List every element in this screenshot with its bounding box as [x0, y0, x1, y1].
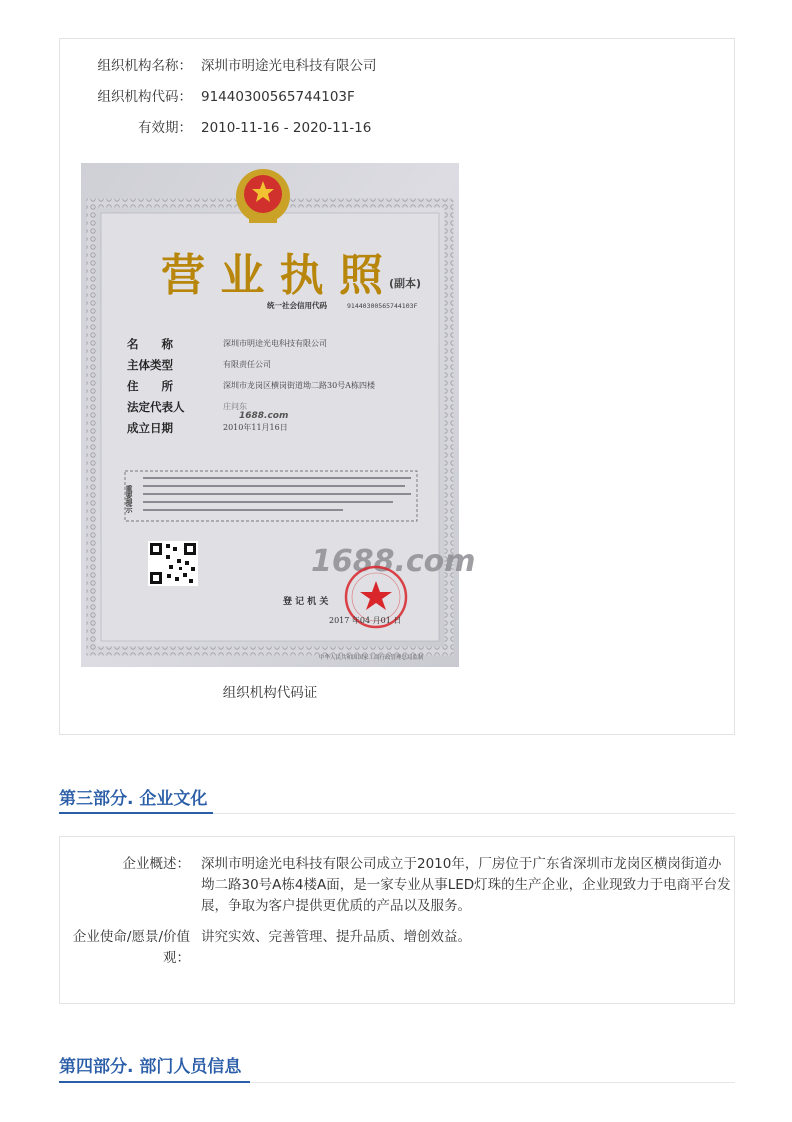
org-code-label: 组织机构代码：: [97, 89, 192, 105]
overview-value: 深圳市明途光电科技有限公司成立于2010年，厂房位于广东省深圳市龙岗区横岗街道办坳二路30号A栋4楼A面，是一家专业从事LED灯珠的生产企业，企业现致力于电商平台发展，争取为客户提供更优质的产品以及服务。: [201, 856, 731, 914]
license-field-label: 成立日期: [127, 421, 173, 435]
registration-date: 2017 年04 月01 日: [329, 616, 402, 625]
license-field-value: 深圳市龙岗区横岗街道坳二路30号A栋四楼: [223, 381, 375, 390]
license-field-value: 庄问东: [223, 402, 247, 411]
license-field-value: 深圳市明途光电科技有限公司: [223, 339, 327, 348]
org-info-panel: [59, 38, 735, 735]
watermark-small: 1688.com: [239, 411, 289, 421]
validity-value: 2010-11-16 - 2020-11-16: [201, 120, 372, 136]
license-copy-mark: (副本): [389, 277, 422, 290]
org-name-value: 深圳市明途光电科技有限公司: [201, 58, 377, 74]
mission-label-line2: 观：: [163, 950, 190, 966]
license-footer: 中华人民共和国国家工商行政管理总局监制: [319, 655, 424, 661]
registrar-label: 登 记 机 关: [283, 597, 329, 607]
section3-title: 第三部分. 企业文化: [59, 789, 208, 809]
business-license-image: [81, 163, 476, 667]
section3-underline: [59, 812, 213, 814]
notice-side-label: 重要提示: [125, 485, 133, 513]
mission-value: 讲究实效、完善管理、提升品质、增创效益。: [201, 929, 471, 945]
cert-caption: 组织机构代码证: [222, 685, 318, 701]
credit-code-label: 统一社会信用代码: [267, 301, 327, 310]
license-field-label: 住 所: [127, 379, 173, 393]
watermark-big: 1688.com: [311, 544, 476, 579]
validity-label: 有效期：: [138, 120, 192, 136]
org-code-value: 91440300565744103F: [201, 89, 355, 105]
org-name-label: 组织机构名称：: [97, 58, 192, 74]
license-field-label: 名 称: [127, 337, 173, 351]
license-field-value: 有限责任公司: [223, 360, 271, 369]
mission-label-line1: 企业使命/愿景/价值: [72, 929, 190, 945]
credit-code-value: 91440300565744103F: [347, 302, 418, 310]
culture-panel: [59, 836, 735, 1004]
overview-label: 企业概述：: [122, 856, 190, 872]
qr-code-icon: [148, 541, 198, 586]
license-title: 营 业 执 照: [161, 250, 383, 301]
license-field-value: 2010年11月16日: [223, 423, 288, 432]
license-field-label: 法定代表人: [127, 400, 185, 414]
section4-title: 第四部分. 部门人员信息: [59, 1057, 242, 1077]
national-emblem-icon: [236, 169, 290, 223]
license-field-label: 主体类型: [127, 358, 173, 372]
section4-underline: [59, 1081, 250, 1083]
